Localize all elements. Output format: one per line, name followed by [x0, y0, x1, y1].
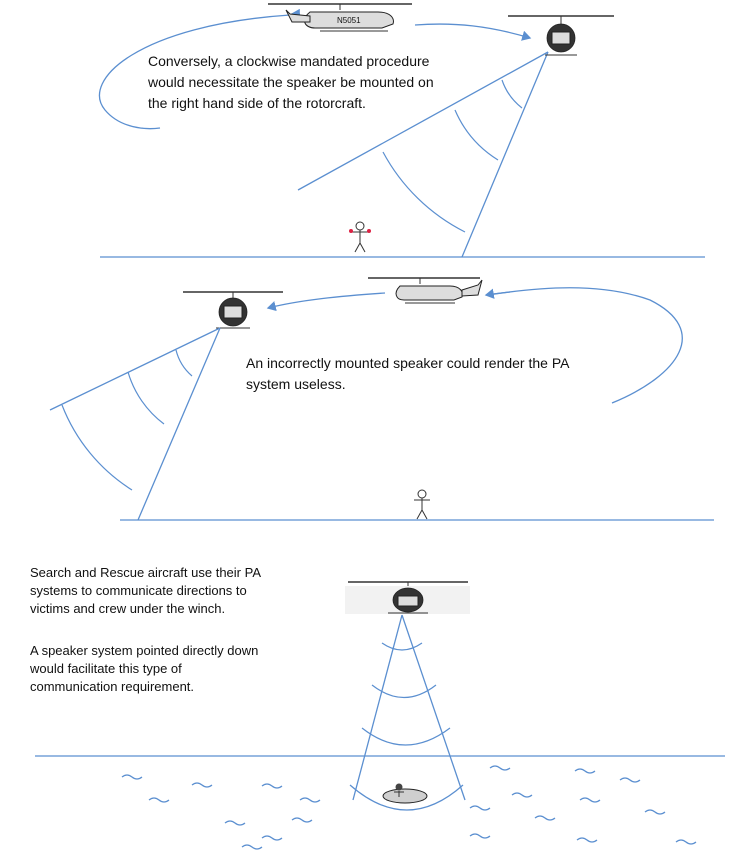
sar-helicopter-icon [345, 582, 470, 614]
caption-top-line-2: would necessitate the speaker be mounted on [148, 74, 434, 90]
sound-wave-middle-1 [176, 350, 192, 376]
helicopter-front-icon-top [508, 16, 614, 55]
sound-wave-bottom-1 [382, 643, 422, 650]
helicopter-side-icon [268, 4, 412, 31]
caption-bottom-2-line-2: would facilitate this type of [30, 661, 182, 676]
caption-bottom-2-line-1: A speaker system pointed directly down [30, 643, 259, 658]
flight-path-arrow-top-right [415, 24, 530, 38]
cone-edge-bottom-right [402, 615, 465, 800]
helicopter-side-icon-middle [368, 278, 482, 303]
cone-edge-bottom-left [353, 615, 402, 800]
wave-marks [122, 766, 696, 849]
flight-path-arrow-middle-right [486, 292, 510, 295]
flight-path-top [100, 15, 290, 129]
panel-middle [50, 278, 714, 520]
caption-bottom-2-line-3: communication requirement. [30, 679, 195, 694]
sound-wave-bottom-3 [362, 728, 450, 745]
panel-bottom [29, 565, 725, 849]
caption-top-line-1: Conversely, a clockwise mandated procedure [148, 53, 430, 69]
person-icon-middle [414, 490, 430, 519]
cone-edge-left [298, 52, 548, 190]
caption-middle-line-1: An incorrectly mounted speaker could render the PA [246, 355, 570, 371]
caption-top-line-3: the right hand side of the rotorcraft. [148, 95, 366, 111]
cone-edge-right [462, 52, 548, 257]
caption-bottom-1-line-2: systems to communicate directions to [30, 583, 247, 598]
caption-middle-line-2: system useless. [246, 376, 346, 392]
sound-wave-top-2 [455, 110, 498, 160]
helicopter-front-icon-middle [183, 292, 283, 328]
sound-wave-top-3 [383, 152, 465, 232]
sound-wave-middle-3 [62, 405, 132, 490]
flight-path-arrow-middle-left [268, 293, 385, 308]
panel-top [100, 4, 705, 257]
caption-bottom-1-line-3: victims and crew under the winch. [30, 601, 226, 616]
aircraft-marking-top: N5051 [337, 16, 361, 25]
cone-edge-middle-left [50, 328, 220, 410]
cone-edge-middle-right [138, 328, 220, 520]
caption-bottom-1-line-1: Search and Rescue aircraft use their PA [30, 565, 261, 580]
life-raft-icon [383, 784, 427, 804]
sound-wave-top-1 [502, 80, 522, 108]
sound-wave-middle-2 [128, 372, 164, 424]
flight-path-middle [488, 288, 682, 403]
person-icon-top [349, 222, 371, 252]
